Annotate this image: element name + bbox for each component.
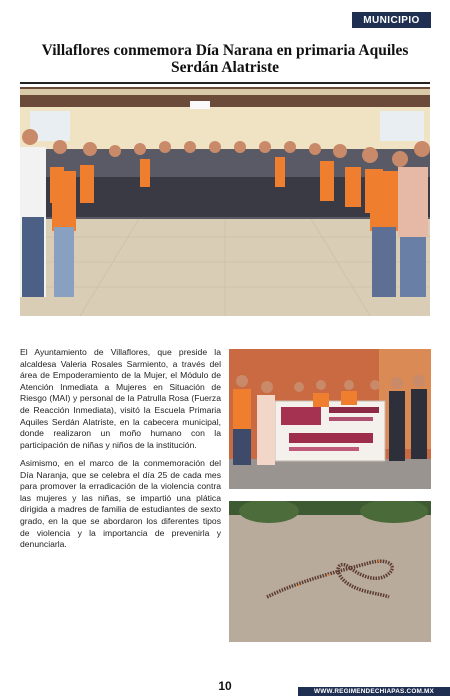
footer-url[interactable]: WWW.REGIMENDECHIAPAS.COM.MX [298, 687, 450, 696]
body-paragraph-1: El Ayuntamiento de Villaflores, que preside la alcaldesa Valeria Rosales Sarmiento, a través del área de Empoderamiento de la Mujer, el Módulo de Atención Inmediata a Mujeres en Situación de Riesgo (MAI) y personal de la Patrulla Rosa (Fuerza de Reacción Inmediata), visitó la Escuela Primaria Aquiles Serdán Alatriste, en la cabecera municipal, donde realizaron un moño humano con la participación de niñas y niños de la institución. [20, 347, 221, 450]
headline-rule [20, 82, 430, 84]
ribbon-aerial-photo [229, 501, 431, 642]
body-paragraph-2: Asimismo, en el marco de la conmemoración del Día Naranja, que se celebra el día 25 de cada mes para promover la erradicación de la violencia contra las mujeres y las niñas, se impartió una plática dirigida a madres de familia de estudiantes de sexto grado, en la que se abordaron los diferentes tipos de violencia y la importancia de prevenirla y denunciarla. [20, 458, 221, 550]
headline: Villaflores conmemora Día Narana en primaria Aquiles Serdán Alatriste [41, 42, 409, 76]
section-tag: MUNICIPIO [352, 12, 431, 28]
group-photo [20, 87, 430, 316]
page-number: 10 [218, 679, 232, 693]
banner-photo [229, 349, 431, 489]
